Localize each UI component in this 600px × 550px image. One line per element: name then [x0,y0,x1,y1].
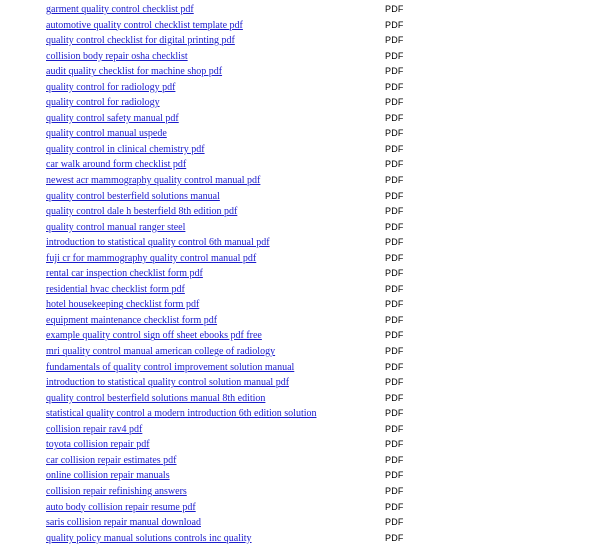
document-link[interactable]: automotive quality control checklist template pdf [46,19,243,31]
document-link[interactable]: quality control safety manual pdf [46,112,179,124]
document-link[interactable]: introduction to statistical quality control 6th manual pdf [46,237,270,249]
list-item [0,2,600,18]
file-type-label: PDF [385,361,404,372]
list-item [0,80,600,96]
list-item [0,18,600,34]
list-item [0,422,600,438]
document-link[interactable]: auto body collision repair resume pdf [46,501,196,513]
file-type-label: PDF [385,252,404,263]
file-type-label: PDF [385,392,404,403]
file-type-label: PDF [385,81,404,92]
document-link[interactable]: fundamentals of quality control improvement solution manual [46,361,295,373]
file-type-label: PDF [385,35,404,46]
list-item [0,64,600,80]
file-type-label: PDF [385,159,404,170]
list-item [0,142,600,158]
file-type-label: PDF [385,439,404,450]
list-item [0,220,600,236]
document-link[interactable]: collision repair rav4 pdf [46,423,143,435]
document-link[interactable]: toyota collision repair pdf [46,439,150,451]
document-link[interactable]: quality policy manual solutions controls inc quality [46,532,252,544]
list-item [0,235,600,251]
document-link[interactable]: quality control for radiology [46,97,160,109]
file-type-label: PDF [385,346,404,357]
list-item [0,406,600,422]
document-link[interactable]: fuji cr for mammography quality control manual pdf [46,252,257,264]
file-type-label: PDF [385,175,404,186]
file-type-label: PDF [385,221,404,232]
list-item [0,204,600,220]
file-type-label: PDF [385,377,404,388]
document-link[interactable]: car walk around form checklist pdf [46,159,187,171]
list-item [0,33,600,49]
document-link[interactable]: car collision repair estimates pdf [46,454,177,466]
document-link[interactable]: newest acr mammography quality control manual pdf [46,175,261,187]
document-link[interactable]: introduction to statistical quality control solution manual pdf [46,377,290,389]
file-type-label: PDF [385,501,404,512]
list-item [0,173,600,189]
list-item [0,189,600,205]
list-item [0,49,600,65]
list-item [0,437,600,453]
document-link[interactable]: quality control manual uspede [46,128,167,140]
list-item [0,313,600,329]
document-link[interactable]: quality control besterfield solutions manual [46,190,220,202]
file-type-label: PDF [385,50,404,61]
document-link[interactable]: quality control for radiology pdf [46,81,176,93]
file-type-label: PDF [385,4,404,14]
file-type-label: PDF [385,268,404,279]
document-link[interactable]: statistical quality control a modern introduction 6th edition solution [46,408,317,420]
list-item [0,500,600,516]
file-type-label: PDF [385,97,404,108]
document-link[interactable]: residential hvac checklist form pdf [46,283,185,295]
file-type-label: PDF [385,423,404,434]
list-item [0,515,600,531]
document-link[interactable]: quality control dale h besterfield 8th edition pdf [46,206,238,218]
document-link[interactable]: online collision repair manuals [46,470,170,482]
file-type-label: PDF [385,299,404,310]
document-link[interactable]: audit quality checklist for machine shop pdf [46,66,223,78]
document-link[interactable]: quality control in clinical chemistry pdf [46,143,205,155]
document-link[interactable]: mri quality control manual american college of radiology [46,346,276,358]
document-link[interactable]: saris collision repair manual download [46,517,201,529]
list-item [0,360,600,376]
file-type-label: PDF [385,237,404,248]
list-item [0,111,600,127]
list-item [0,344,600,360]
list-item [0,157,600,173]
list-item [0,375,600,391]
list-item [0,484,600,500]
file-type-label: PDF [385,314,404,325]
file-type-label: PDF [385,408,404,419]
list-item [0,251,600,267]
document-link[interactable]: quality control besterfield solutions manual 8th edition [46,392,266,404]
file-type-label: PDF [385,143,404,154]
document-link[interactable]: hotel housekeeping checklist form pdf [46,299,200,311]
list-item [0,126,600,142]
file-type-label: PDF [385,206,404,217]
document-link[interactable]: garment quality control checklist pdf [46,4,194,15]
list-item [0,468,600,484]
list-item [0,328,600,344]
list-item [0,95,600,111]
list-item [0,266,600,282]
document-link[interactable]: rental car inspection checklist form pdf [46,268,203,280]
list-item [0,391,600,407]
document-link[interactable]: example quality control sign off sheet ebooks pdf free [46,330,262,342]
document-link[interactable]: collision body repair osha checklist [46,50,188,62]
file-type-label: PDF [385,283,404,294]
file-type-label: PDF [385,330,404,341]
list-item [0,282,600,298]
file-type-label: PDF [385,454,404,465]
file-type-label: PDF [385,112,404,123]
file-type-label: PDF [385,532,404,543]
file-type-label: PDF [385,470,404,481]
list-item [0,297,600,313]
list-item [0,453,600,469]
file-type-label: PDF [385,128,404,139]
document-link[interactable]: equipment maintenance checklist form pdf [46,314,218,326]
document-link[interactable]: collision repair refinishing answers [46,485,187,497]
file-type-label: PDF [385,517,404,528]
list-item [0,531,600,547]
document-link[interactable]: quality control manual ranger steel [46,221,186,233]
file-type-label: PDF [385,66,404,77]
file-type-label: PDF [385,485,404,496]
file-type-label: PDF [385,190,404,201]
document-link[interactable]: quality control checklist for digital printing pdf [46,35,235,47]
file-type-label: PDF [385,19,404,30]
